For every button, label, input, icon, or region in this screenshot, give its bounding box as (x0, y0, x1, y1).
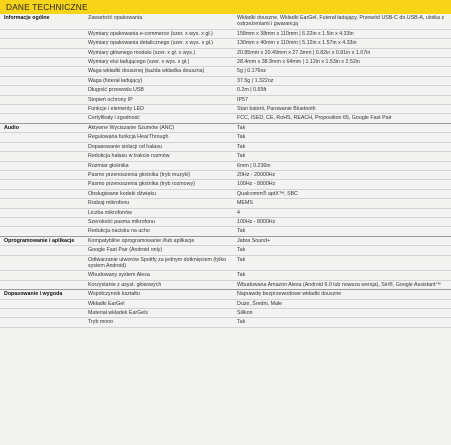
section-category-empty (0, 299, 86, 308)
spec-value: Tak (237, 143, 246, 150)
spec-property: Szerokość pasma mikrofonu (88, 218, 155, 225)
section-category-empty (0, 29, 86, 38)
spec-property: Rodzaj mikrofonu (88, 200, 130, 207)
section-category-empty (0, 309, 86, 318)
spec-value: 28.4mm x 38.9mm x 64mm | 1.12in x 1.53in x 2.52in (237, 59, 360, 66)
spec-value: Tak (237, 272, 246, 279)
section-category-empty (0, 255, 86, 271)
spec-property: Długość przewodu USB (88, 87, 144, 94)
spec-row (0, 67, 451, 76)
spec-value: 100Hz - 8000Hz (237, 181, 276, 188)
section-category-empty (0, 58, 86, 67)
section-category-empty (0, 39, 86, 48)
spec-property: Redukcja hałasu w trakcie rozmów (88, 153, 170, 160)
spec-table (0, 14, 451, 328)
spec-row (0, 161, 451, 170)
section-category-empty (0, 86, 86, 95)
section-category: Audio (0, 123, 86, 132)
section-category-empty (0, 318, 86, 327)
spec-property: Aktywne Wyciszanie Szumów (ANC) (86, 123, 235, 132)
spec-row (0, 255, 451, 271)
spec-property: Współczynnik kształtu (86, 290, 235, 299)
spec-row (0, 14, 451, 29)
spec-value: IP57 (237, 96, 248, 103)
spec-property: Stopień ochrony IP (88, 96, 133, 103)
spec-header-bar (0, 0, 451, 14)
spec-value: Qualcomm® aptX™, SBC (237, 190, 299, 197)
section-category: Oprogramowanie i aplikacje (0, 236, 86, 245)
spec-row (0, 142, 451, 151)
spec-value: 158mm x 38mm x 110mm | 6.22in x 1.5in x 4.33in (237, 30, 354, 37)
spec-value: Jabra Sound+ (235, 236, 451, 245)
spec-property: Funkcje i elementy LED (88, 106, 144, 113)
spec-value: Wkładki douszne, Wkładki EarGel, Futerał ładujący, Przewód USB-C do USB-A, ulotka z ostrzeżeniami i gwarancją (237, 15, 445, 28)
section-category-empty (0, 76, 86, 85)
spec-property: Waga (futerał ładujący) (88, 77, 143, 84)
spec-row (0, 180, 451, 189)
spec-value: 20.85mm x 20.49mm x 27.3mm | 0.82in x 0.81in x 1.07in (237, 49, 371, 56)
spec-value: Tak (235, 123, 451, 132)
spec-value: 37.5g | 1.322oz (237, 77, 274, 84)
spec-property: Pasmo przenoszenia głośnika (tryb muzyki) (88, 171, 191, 178)
spec-value: Tak (237, 153, 246, 160)
spec-property: Kompatybilne oprogramowanie i/lub aplikacje (86, 236, 235, 245)
spec-value: 0.2m | 0.65ft (237, 87, 267, 94)
section-category-empty (0, 152, 86, 161)
spec-row (0, 76, 451, 85)
spec-property: Regulowana funkcja HearThrough (88, 134, 169, 141)
spec-row (0, 227, 451, 236)
section-category-empty (0, 208, 86, 217)
spec-row (0, 290, 451, 299)
section-category-empty (0, 246, 86, 255)
spec-property: Liczba mikrofonów (88, 209, 132, 216)
spec-property: Waga wkładki dousznej (każda wkładka douszna) (88, 68, 205, 75)
spec-row (0, 246, 451, 255)
spec-row (0, 114, 451, 123)
spec-row (0, 133, 451, 142)
section-category-empty (0, 105, 86, 114)
spec-property: Wbudowany system Alexa (88, 272, 150, 279)
spec-row (0, 29, 451, 38)
spec-value: Naprawdę bezprzewodowe wkładki douszne (235, 290, 451, 299)
spec-row (0, 105, 451, 114)
spec-table-body (0, 14, 451, 327)
spec-value: Tak (237, 256, 246, 263)
spec-property: Wymiary opakowania detalicznego (szer. x wys. x gł.) (88, 40, 214, 47)
spec-value: Tak (237, 134, 246, 141)
section-category: Dopasowanie i wygoda (0, 290, 86, 299)
section-category-empty (0, 114, 86, 123)
spec-property: Dopasowanie izolacji od hałasu (88, 143, 162, 150)
spec-row (0, 95, 451, 104)
spec-value: 20Hz - 20000Hz (237, 171, 276, 178)
spec-value: 100Hz - 8000Hz (237, 218, 276, 225)
spec-row (0, 299, 451, 308)
spec-value: 130mm x 40mm x 110mm | 5.12in x 1.57in x 4.33in (237, 40, 357, 47)
spec-property: Materiał wkładek EarGels (88, 310, 149, 316)
section-category-empty (0, 142, 86, 151)
spec-row (0, 271, 451, 280)
spec-property: Wkładki EarGel (88, 300, 125, 307)
spec-row (0, 318, 451, 327)
spec-row (0, 199, 451, 208)
spec-property: Tryb mono (88, 319, 114, 326)
section-category-empty (0, 271, 86, 280)
section-category-empty (0, 170, 86, 179)
spec-row (0, 280, 451, 289)
section-category-empty (0, 280, 86, 289)
section-category-empty (0, 189, 86, 198)
spec-property: Wymiary opakowania e-commerce (szer. x wys. x gł.) (88, 30, 213, 37)
spec-row (0, 58, 451, 67)
spec-row (0, 217, 451, 226)
section-category-empty (0, 217, 86, 226)
section-category-empty (0, 161, 86, 170)
section-category-empty (0, 48, 86, 57)
section-category-empty (0, 67, 86, 76)
section-category-empty (0, 95, 86, 104)
spec-row (0, 39, 451, 48)
spec-value: Tak (237, 319, 246, 326)
spec-row (0, 309, 451, 318)
spec-row (0, 170, 451, 179)
spec-row (0, 208, 451, 217)
spec-value: Tak (237, 247, 246, 254)
section-category-empty (0, 133, 86, 142)
spec-property: Wymiary etui ładującego (szer. x wys. x gł.) (88, 59, 190, 66)
spec-property: Rozmiar głośnika (88, 162, 129, 169)
spec-value: 4 (237, 209, 240, 216)
spec-property: Korzystanie z asyst. głosowych (88, 281, 162, 288)
spec-value: Tak (237, 228, 246, 235)
spec-property: Pasmo przenoszenia głośnika (tryb rozmowy) (88, 181, 195, 188)
spec-property: Wymiary głównego modułu (szer. x gł. x wys.) (88, 49, 196, 56)
spec-row (0, 123, 451, 132)
spec-property: Obsługiwane kodeki dźwięku (88, 190, 157, 197)
spec-value: 5g | 0.176oz (237, 68, 267, 75)
spec-property: Redukcja nacisku na ucho (88, 228, 150, 235)
spec-row (0, 236, 451, 245)
spec-value: Stan baterii, Parowanie Bluetooth (237, 106, 316, 113)
spec-property: Certyfikaty i zgodność (88, 115, 140, 122)
spec-value: Silikon (237, 310, 253, 316)
section-category-empty (0, 180, 86, 189)
section-category-empty (0, 199, 86, 208)
spec-value: Duże, Średni, Małe (237, 300, 283, 307)
spec-property: Google Fast Pair (Android only) (88, 247, 163, 254)
spec-value: Wbudowana Amazon Alexa (Android 6.0 lub nowsza wersja), Siri®, Google Assistant™ (237, 281, 441, 288)
spec-value: MEMS (237, 200, 253, 207)
spec-value: FCC, ISED, CE, RoHS, REACH, Proposition 65, Google Fast Pair (237, 115, 392, 122)
spec-property: Odtwarzanie utworów Spotify za jednym dotknięciem (tylko system Android) (88, 256, 227, 269)
spec-row (0, 152, 451, 161)
spec-value: 6mm | 0.236in (237, 162, 271, 169)
spec-row (0, 86, 451, 95)
spec-header-title: DANE TECHNICZNE (6, 2, 88, 12)
section-category-empty (0, 227, 86, 236)
section-category: Informacje ogólne (4, 15, 50, 21)
spec-row (0, 189, 451, 198)
spec-row (0, 48, 451, 57)
spec-property: Zawartość opakowania (88, 15, 143, 21)
